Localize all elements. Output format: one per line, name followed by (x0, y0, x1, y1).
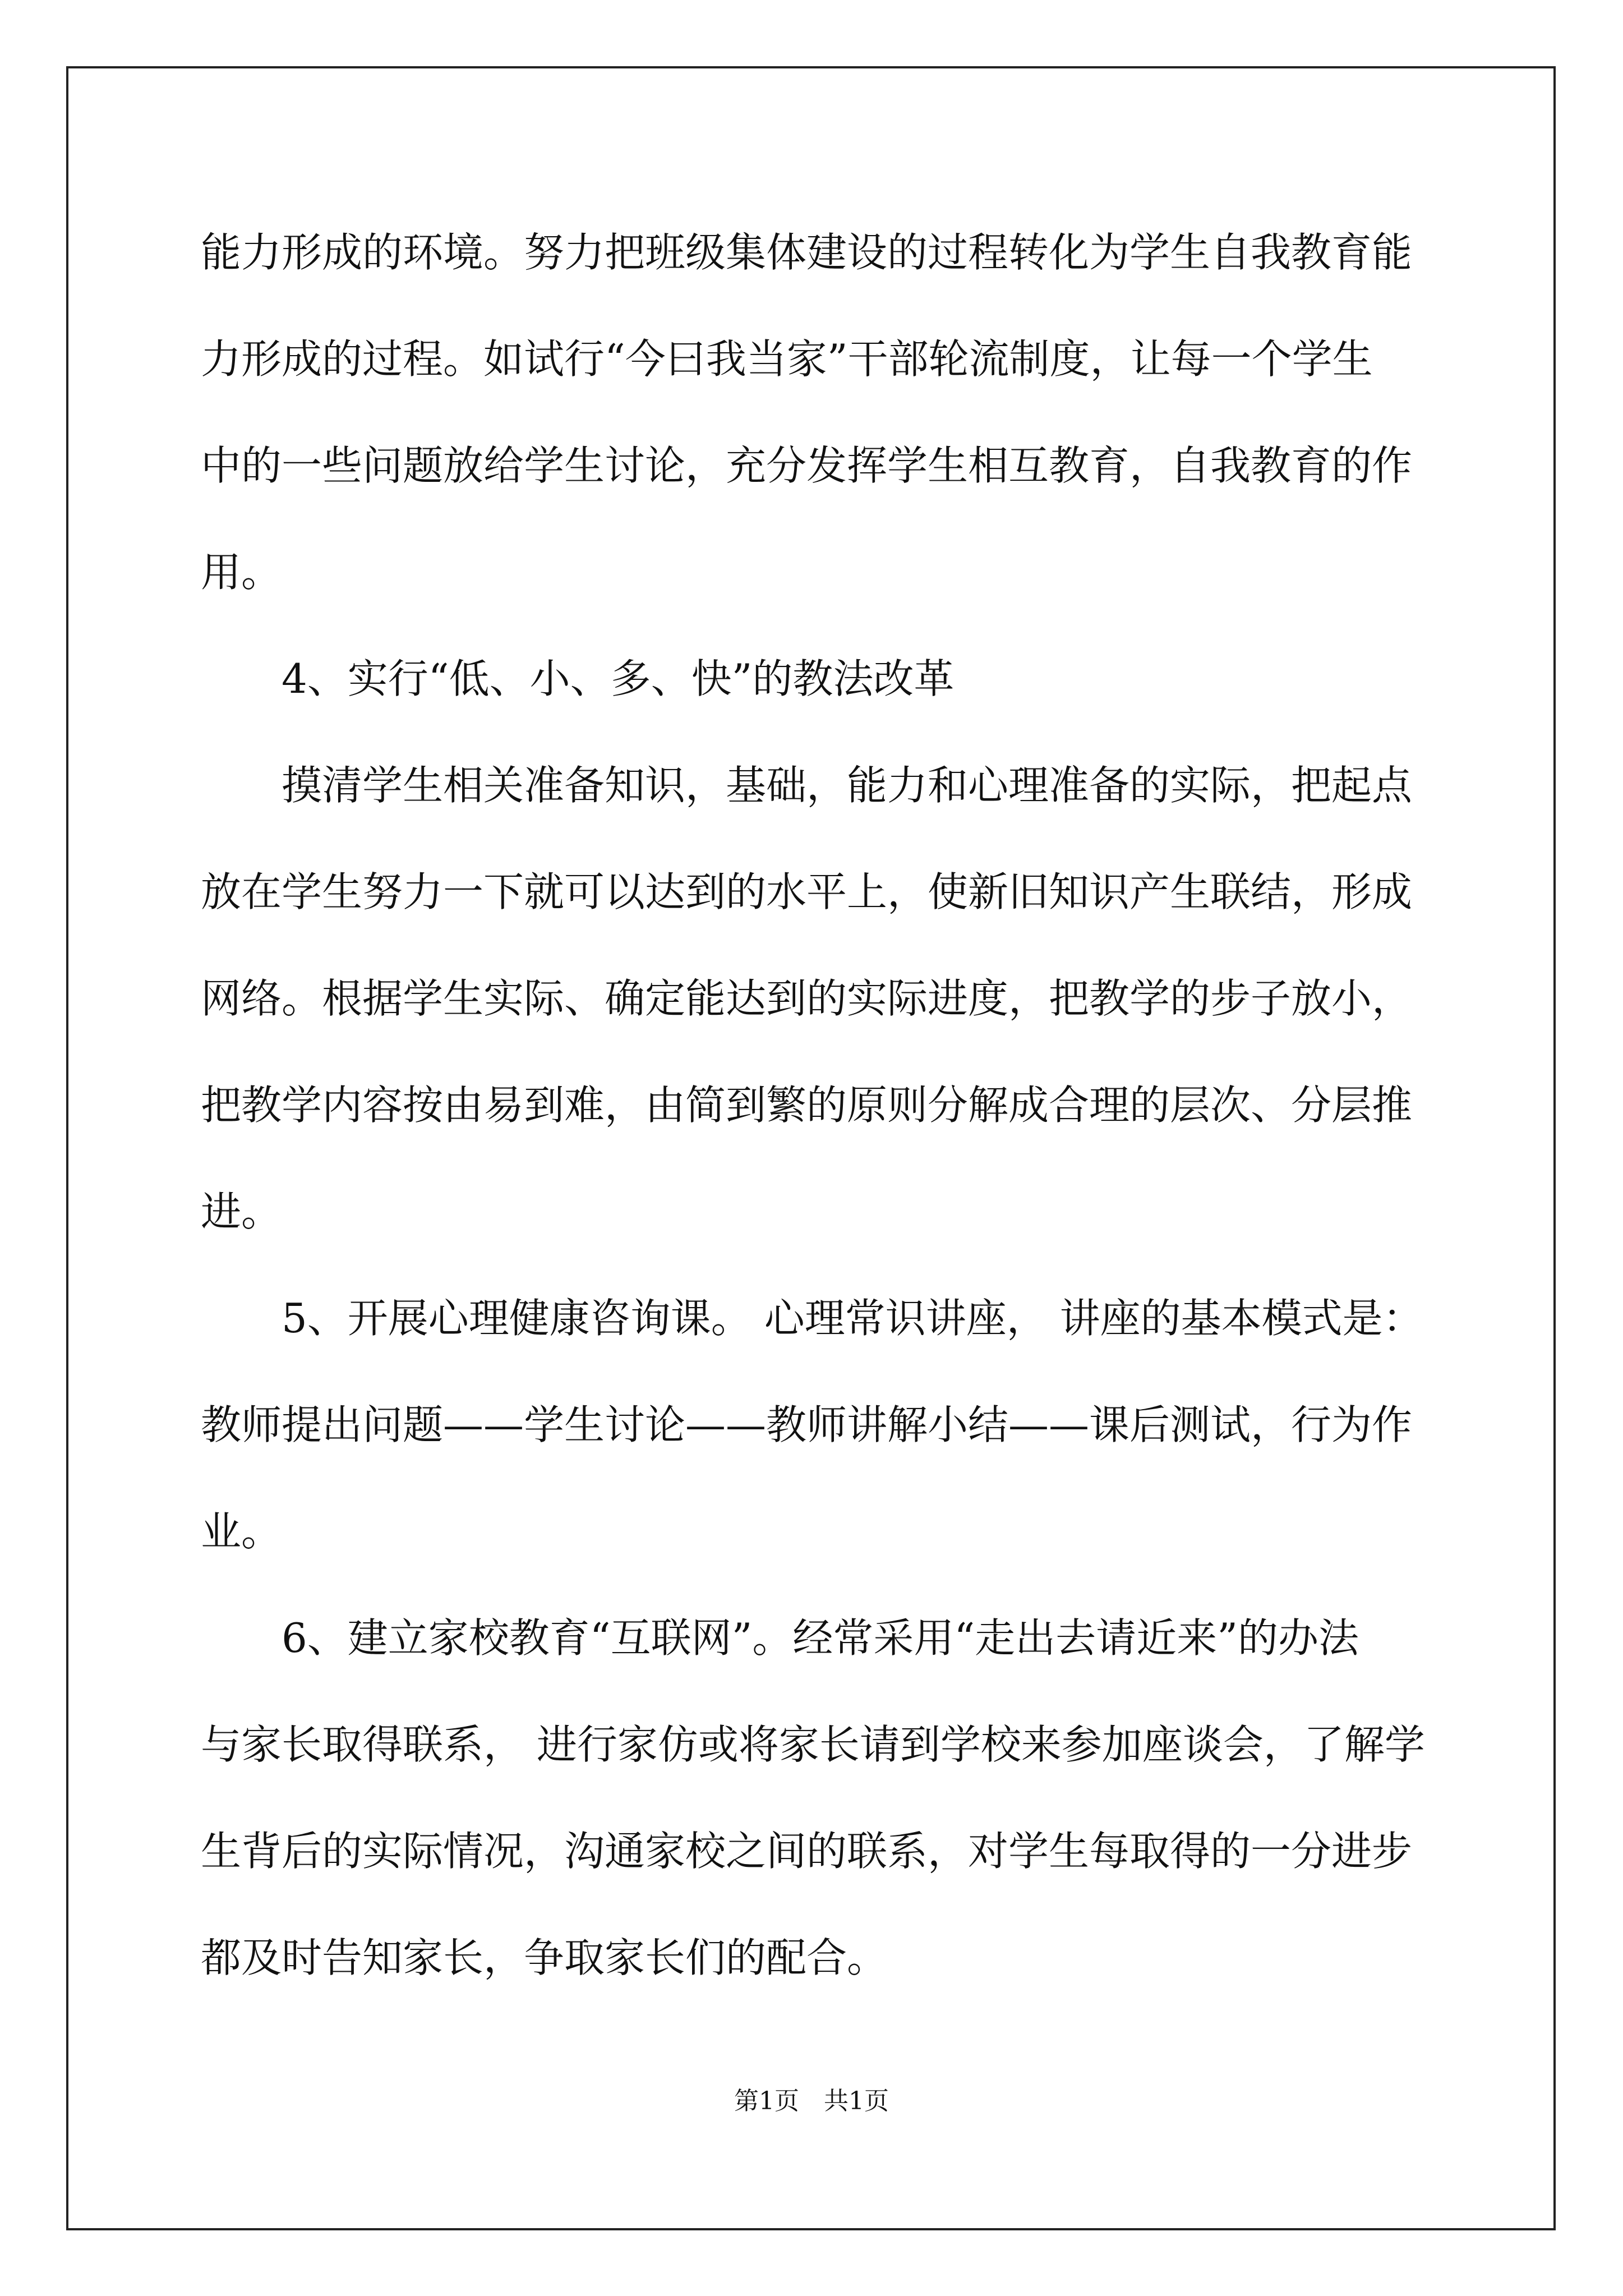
section-heading-4: 4、实行“低、小、多、快”的教法改革 (282, 655, 955, 702)
text-line: 与家长取得联系， 进行家仿或将家长请到学校来参加座谈会，了解学 (201, 1721, 1425, 1768)
text-line: 把教学内容按由易到难，由简到繁的原则分解成合理的层次、分层推 (201, 1082, 1413, 1129)
text-line: 都及时告知家长，争取家长们的配合。 (201, 1934, 888, 1981)
text-line: 放在学生努力一下就可以达到的水平上，使新旧知识产生联结，形成 (201, 868, 1413, 915)
text-line: 摸清学生相关准备知识，基础，能力和心理准备的实际，把起点 (282, 762, 1413, 809)
text-line: 中的一些问题放给学生讨论，充分发挥学生相互教育，自我教育的作 (201, 442, 1413, 489)
text-line: 网络。根据学生实际、确定能达到的实际进度，把教学的步子放小， (201, 975, 1413, 1022)
text-line: 业。 (201, 1508, 282, 1555)
text-line: 能力形成的环境。努力把班级集体建设的过程转化为学生自我教育能 (201, 229, 1413, 276)
page-number-footer: 第1页 共1页 (734, 2087, 889, 2115)
text-line: 生背后的实际情况，沟通家校之间的联系，对学生每取得的一分进步 (201, 1828, 1413, 1875)
section-heading-5: 5、开展心理健康咨询课。 心理常识讲座， 讲座的基本模式是： (282, 1295, 1423, 1342)
section-heading-6: 6、建立家校教育“互联网”。经常采用“走出去请近来”的办法 (282, 1614, 1359, 1662)
text-line: 教师提出问题——学生讨论——教师讲解小结——课后测试，行为作 (201, 1401, 1413, 1448)
text-line: 力形成的过程。如试行“今曰我当家”干部轮流制度，让每一个学生 (201, 335, 1373, 383)
text-line: 用。 (201, 549, 282, 596)
text-line: 进。 (201, 1188, 282, 1235)
